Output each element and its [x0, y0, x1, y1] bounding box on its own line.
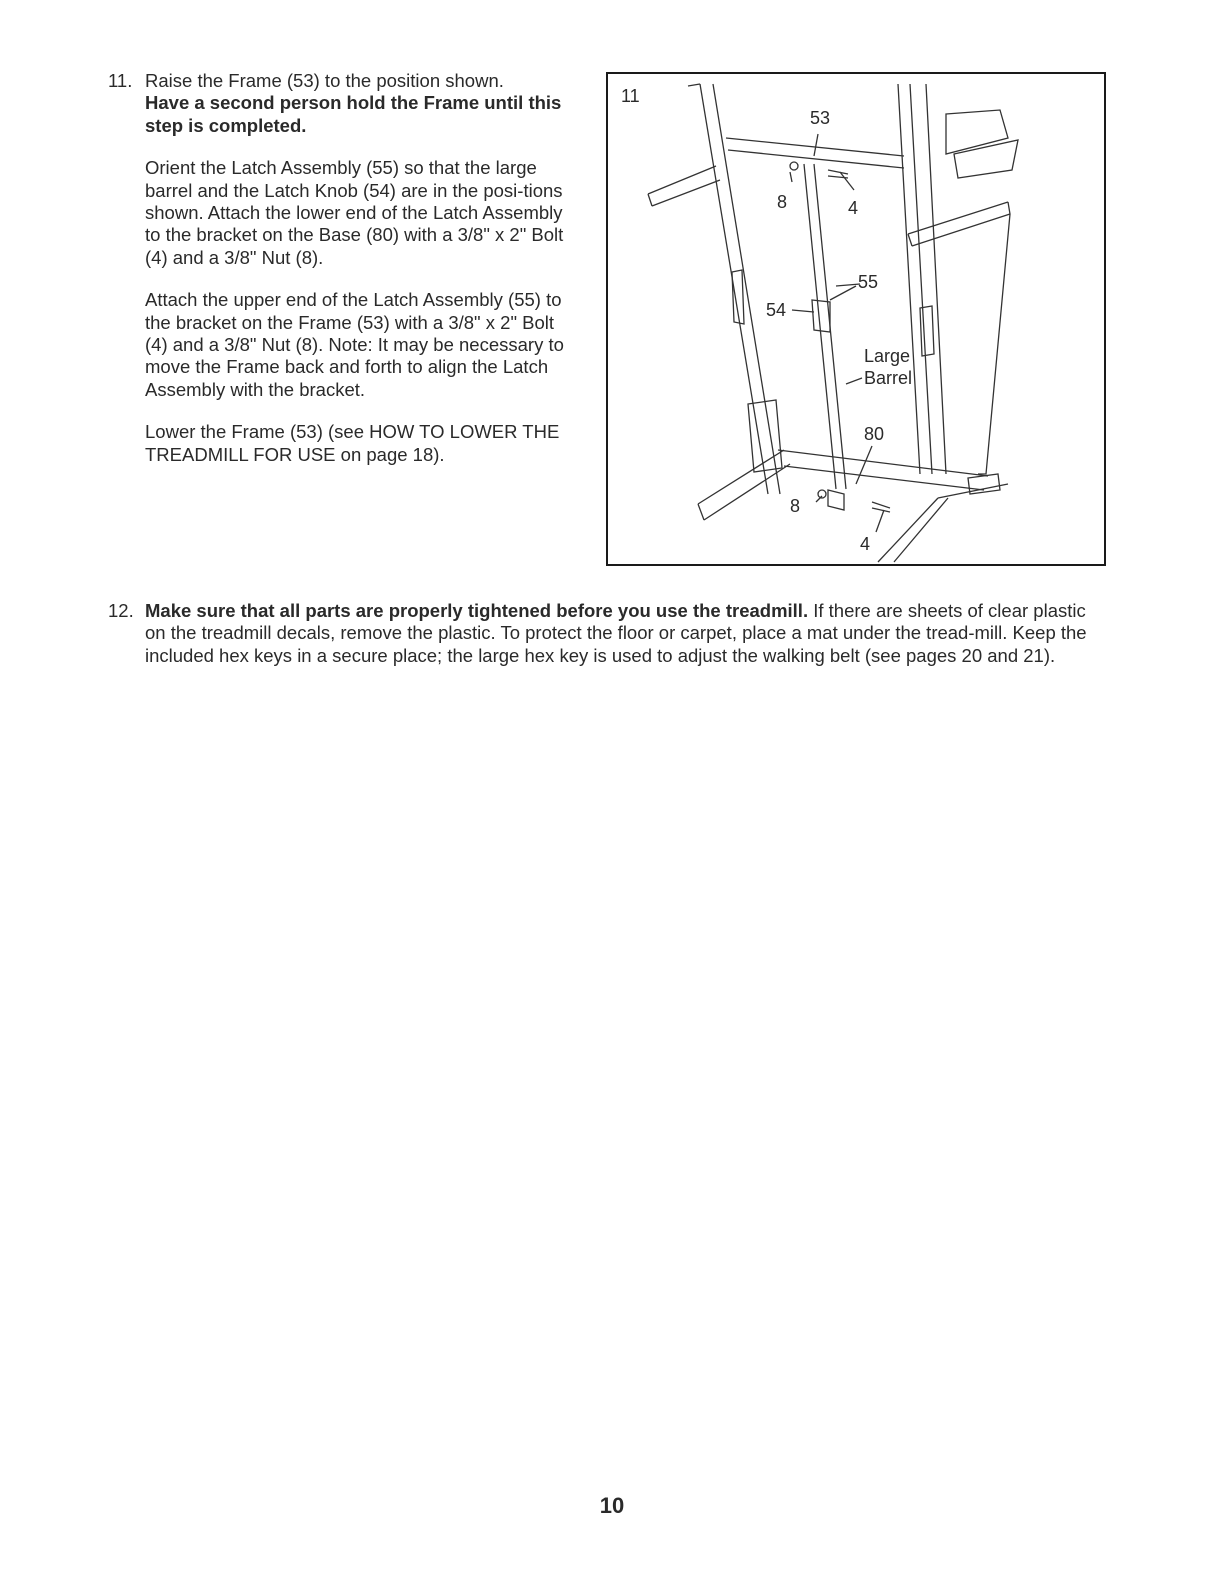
step-11-attach-paragraph: Attach the upper end of the Latch Assembly (55) to the bracket on the Frame (53) with a 3/8" x 2" Bolt (4) and a 3/8" Nut (8). Note: It may be necessary to move the Frame back and forth to align the Latch Assembly with the bracket. [145, 289, 564, 400]
step-12-body [145, 600, 1108, 667]
label-bolt-4-top: 4 [848, 198, 859, 218]
step-11-body [145, 70, 578, 466]
step-12-text: If there are sheets of clear plastic on the treadmill decals, remove the plastic. To protect the floor or carpet, place a mat under the tread-mill. Keep the included hex keys in a secure place; the large hex key is used to adjust the walking belt (see pages 20 and 21). [145, 600, 1087, 666]
label-base-80: 80 [864, 424, 885, 444]
step-12-paragraph [145, 600, 1108, 667]
label-bolt-4-bottom: 4 [860, 534, 871, 554]
step-11 [108, 70, 578, 466]
label-latch-knob-54: 54 [766, 300, 787, 320]
label-large: Large [864, 346, 911, 366]
step-11-instruction: Raise the Frame (53) to the position shown. [145, 70, 504, 91]
step-11-warning: Have a second person hold the Frame until this step is completed. [145, 92, 562, 136]
label-frame-53: 53 [810, 108, 831, 128]
step-12-number: 12. [108, 600, 134, 621]
label-nut-8-bottom: 8 [790, 496, 801, 516]
step-12-bold-text: Make sure that all parts are properly tightened before you use the treadmill. [145, 600, 809, 621]
label-barrel: Barrel [864, 368, 913, 388]
treadmill-latch-illustration [608, 74, 1104, 564]
page-number: 10 [599, 1493, 625, 1518]
assembly-figure-11 [606, 72, 1106, 566]
figure-step-label: 11 [621, 86, 640, 106]
label-nut-8-top: 8 [777, 192, 788, 212]
step-11-orient-paragraph: Orient the Latch Assembly (55) so that the large barrel and the Latch Knob (54) are in the posi-tions shown. Attach the lower end of the Latch Assembly to the bracket on the Base (80) with a 3/8" x 2" Bolt (4) and a 3/8" Nut (8). [145, 157, 564, 268]
step-12 [108, 600, 1108, 667]
label-latch-assembly-55: 55 [858, 272, 879, 292]
step-11-lower-paragraph: Lower the Frame (53) (see HOW TO LOWER THE TREADMILL FOR USE on page 18). [145, 421, 560, 465]
step-11-number: 11. [108, 70, 133, 91]
